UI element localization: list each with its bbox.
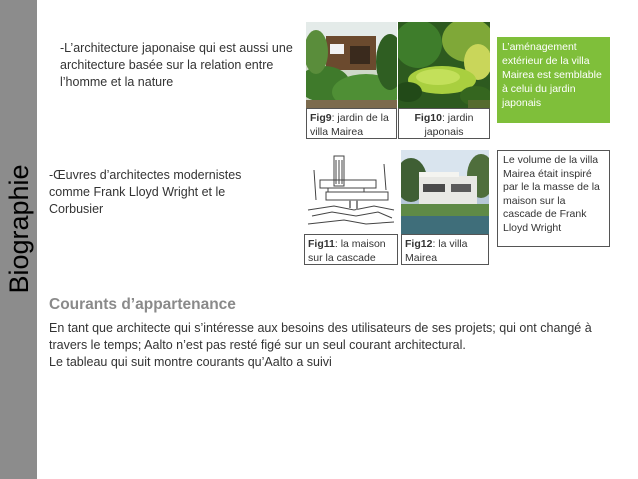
garden-note: L’aménagement extérieur de la villa Mairea est semblable à celui du jardin japonais (497, 37, 610, 123)
modernists-text: -Œuvres d’architectes modernistes comme Frank Lloyd Wright et le Corbusier (49, 168, 242, 216)
courants-body (49, 320, 609, 371)
fig10-caption (398, 108, 490, 139)
fig11-number: Fig11 (308, 238, 335, 250)
fig12-label: : la villa Mairea (405, 238, 468, 264)
fig12-caption (401, 234, 489, 265)
fig10-label: : jardin japonais (424, 112, 474, 138)
volume-note: Le volume de la villa Mairea était inspiré par le la masse de la maison sur la cascade de Frank Lloyd Wright (497, 150, 610, 247)
fig9-caption (306, 108, 397, 139)
fig11-sketch (304, 150, 398, 234)
fig12-number: Fig12 (405, 238, 433, 250)
courants-followup: Le tableau qui suit montre courants qu’Aalto a suivi (49, 355, 332, 369)
fig9-label: : jardin de la villa Mairea (310, 112, 389, 138)
fig9-photo (306, 22, 397, 108)
sidebar-band (0, 0, 37, 479)
fig9-number: Fig9 (310, 112, 332, 124)
section-title: Biographie (4, 164, 34, 294)
courants-heading: Courants d’appartenance (49, 296, 236, 313)
fig10-photo (398, 22, 490, 108)
fig12-photo (401, 150, 489, 234)
courants-paragraph: En tant que architecte qui s’intéresse aux besoins des utilisateurs de ses projets; qui ont changé à travers le temps; Aalto n’est pas resté figé sur un seul courant architectural. (49, 321, 592, 352)
fig11-label: : la maison sur la cascade (308, 238, 386, 264)
intro-text: -L’architecture japonaise qui est aussi une architecture basée sur la relation entre l’homme et la nature (60, 41, 293, 89)
fig11-caption (304, 234, 398, 265)
fig10-number: Fig10 (414, 112, 442, 124)
